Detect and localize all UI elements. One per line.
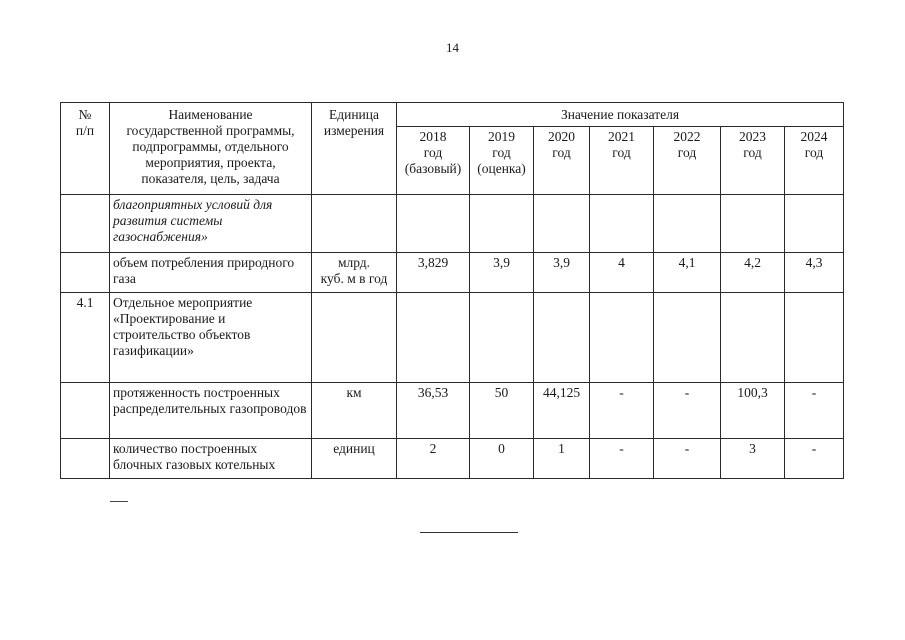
row-value-2024: - — [785, 439, 844, 479]
row-value-2023 — [721, 293, 785, 383]
row-value-2022 — [654, 293, 721, 383]
row-value-2022: - — [654, 439, 721, 479]
header-values-group: Значение показателя — [397, 103, 844, 127]
table-row — [61, 195, 844, 253]
row-value-2018 — [397, 293, 470, 383]
row-unit — [312, 195, 397, 253]
row-name: Отдельное мероприятие «Проектирование и строительство объектов газификации» — [110, 293, 312, 383]
row-num: 4.1 — [61, 293, 110, 383]
row-value-2019: 0 — [470, 439, 534, 479]
header-year-2023: 2023 год — [721, 127, 785, 195]
row-name: благоприятных условий для развития системы газоснабжения» — [110, 195, 312, 253]
row-name: протяженность построенных распределительных газопроводов — [110, 383, 312, 439]
header-year-2024: 2024 год — [785, 127, 844, 195]
row-value-2022: 4,1 — [654, 253, 721, 293]
row-value-2018: 36,53 — [397, 383, 470, 439]
row-value-2023: 4,2 — [721, 253, 785, 293]
header-year-2021: 2021 год — [590, 127, 654, 195]
row-value-2018: 2 — [397, 439, 470, 479]
table-row — [61, 253, 844, 293]
row-value-2022: - — [654, 383, 721, 439]
row-value-2021: - — [590, 383, 654, 439]
row-unit — [312, 293, 397, 383]
row-value-2021 — [590, 293, 654, 383]
header-year-2019: 2019 год (оценка) — [470, 127, 534, 195]
row-unit: км — [312, 383, 397, 439]
page-number: 14 — [446, 40, 459, 55]
header-unit: Единица измерения — [312, 103, 397, 195]
row-value-2024: 4,3 — [785, 253, 844, 293]
table-row — [61, 293, 844, 383]
row-value-2020 — [534, 195, 590, 253]
header-name: Наименование государственной программы, подпрограммы, отдельного мероприятия, проекта, показателя, цель, задача — [110, 103, 312, 195]
row-unit: млрд. куб. м в год — [312, 253, 397, 293]
header-num: № п/п — [61, 103, 110, 195]
header-row-top — [61, 103, 844, 127]
row-value-2024 — [785, 195, 844, 253]
row-num — [61, 439, 110, 479]
row-unit: единиц — [312, 439, 397, 479]
row-name: количество построенных блочных газовых котельных — [110, 439, 312, 479]
table-row — [61, 439, 844, 479]
header-year-2022: 2022 год — [654, 127, 721, 195]
row-value-2018 — [397, 195, 470, 253]
row-value-2019 — [470, 293, 534, 383]
row-num — [61, 253, 110, 293]
row-value-2020: 1 — [534, 439, 590, 479]
row-value-2019: 3,9 — [470, 253, 534, 293]
row-value-2020: 44,125 — [534, 383, 590, 439]
row-value-2023 — [721, 195, 785, 253]
row-value-2020 — [534, 293, 590, 383]
end-rule — [420, 532, 518, 533]
row-value-2023: 100,3 — [721, 383, 785, 439]
row-num — [61, 195, 110, 253]
header-year-2018: 2018 год (базовый) — [397, 127, 470, 195]
row-value-2021: - — [590, 439, 654, 479]
row-value-2019 — [470, 195, 534, 253]
row-value-2021: 4 — [590, 253, 654, 293]
row-num — [61, 383, 110, 439]
row-name: объем потребления природного газа — [110, 253, 312, 293]
row-value-2022 — [654, 195, 721, 253]
footnote-mark — [110, 501, 128, 502]
row-value-2019: 50 — [470, 383, 534, 439]
row-value-2024 — [785, 293, 844, 383]
row-value-2023: 3 — [721, 439, 785, 479]
row-value-2018: 3,829 — [397, 253, 470, 293]
row-value-2021 — [590, 195, 654, 253]
row-value-2020: 3,9 — [534, 253, 590, 293]
table-row — [61, 383, 844, 439]
indicators-table — [60, 102, 844, 479]
row-value-2024: - — [785, 383, 844, 439]
header-year-2020: 2020 год — [534, 127, 590, 195]
